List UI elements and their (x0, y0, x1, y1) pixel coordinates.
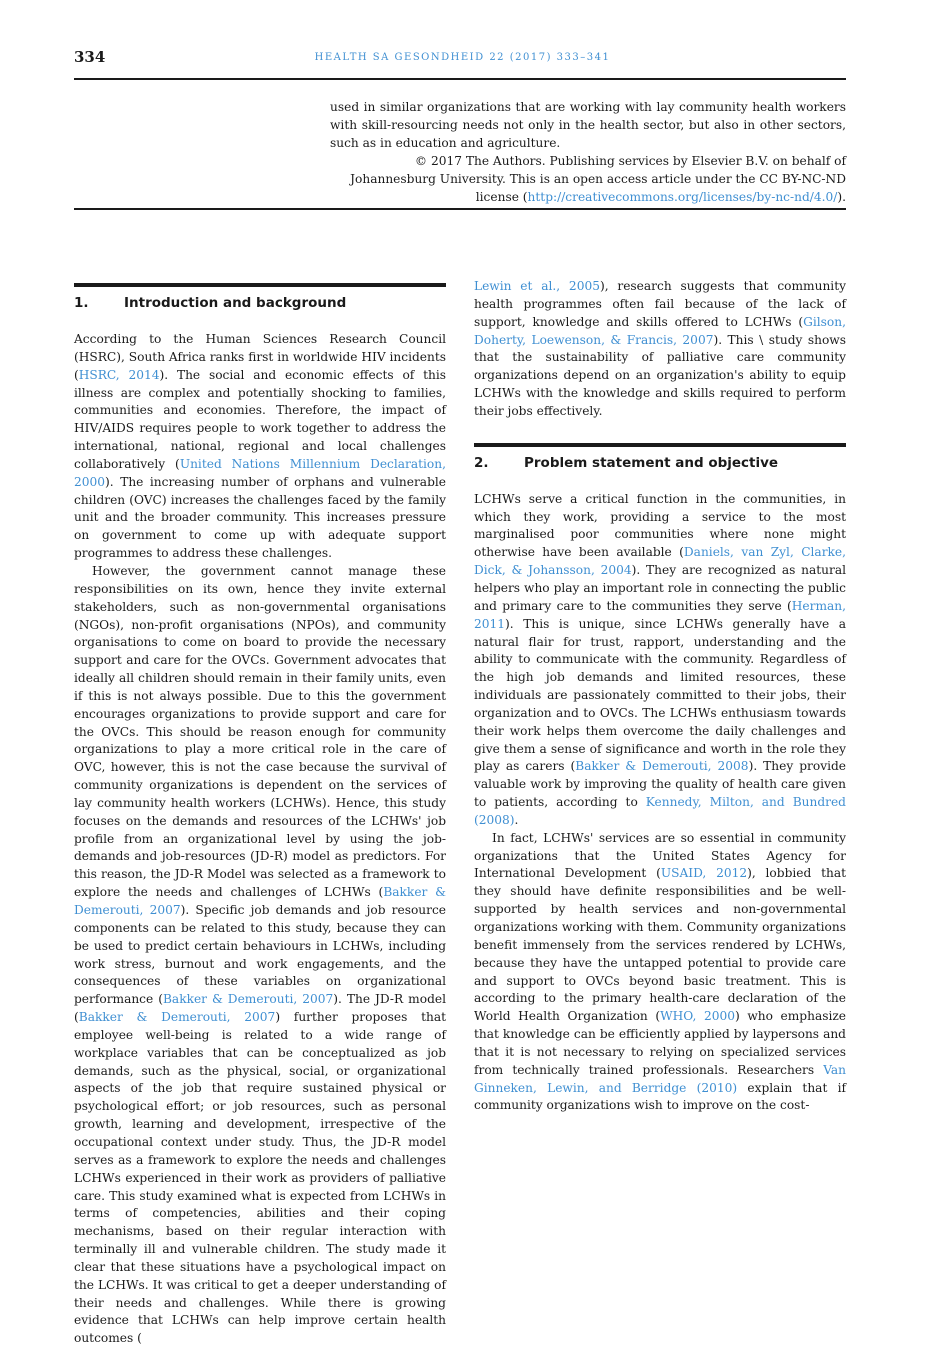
section-title: Introduction and background (124, 295, 347, 311)
paragraph: LCHWs serve a critical function in the communities, in which they work, providing a service to the most marginalised poor communities where none might otherwise have been available (Daniels, van Zyl, Clarke, Dick, & Johansson, 2004). They are recognized as natural helpers who play an important role in connecting the public and primary care to the communities they serve (Herman, 2011). This is unique, since LCHWs generally have a natural flair for trust, rapport, understanding and the ability to communicate with the community. Regardless of the high job demands and limited resources, these individuals are passionately committed to their jobs, their organization and to OVCs. The LCHWs enthusiasm towards their work helps them overcome the daily challenges and give them a sense of significance and worth in the role they play as carers (Bakker & Demerouti, 2008). They provide valuable work by improving the quality of health care given to patients, according to Kennedy, Milton, and Bundred (2008). (474, 491, 846, 827)
header-rule (74, 78, 846, 80)
citation-link[interactable]: Van Ginneken, Lewin, and Berridge (2010) (474, 1062, 846, 1095)
copyright-notice: © 2017 The Authors. Publishing services by Elsevier B.V. on behalf of Johannesburg University. This is an open access article under the CC BY-NC-ND license (http://creativecommons.org/licenses/by-nc-nd/4.0/). (350, 154, 846, 204)
citation-link[interactable]: Daniels, van Zyl, Clarke, Dick, & Johansson, 2004 (474, 545, 846, 578)
section-number: 2. (474, 454, 489, 471)
paragraph-continued: Lewin et al., 2005), research suggests that community health programmes often fail because of the lack of support, knowledge and skills offered to LCHWs (Gilson, Doherty, Loewenson, & Francis, 2007). This \ study shows that the sustainability of palliative care community organizations depend on an organization's ability to equip LCHWs with the knowledge and skills required to perform their jobs effectively. (474, 279, 846, 418)
citation-link[interactable]: Bakker & Demerouti, 2008 (575, 759, 749, 774)
paragraph: However, the government cannot manage these responsibilities on its own, hence they invite external stakeholders, such as non-governmental organisations (NGOs), non-profit organisations (NPOs), and community organisations to come on board to provide the necessary support and care for the OVCs. Government advocates that ideally all children should remain in their family units, even if this is not always possible. Due to this the government encourages organizations to provide support and care for the OVCs. This should be reason enough for community organizations to play a more critical role in the care of OVC, however, this is not the case because the survival of community organizations is dependent on the services of lay community health workers (LCHWs). Hence, this study focuses on the demands and resources of the LCHWs' job profile from an organizational level by using the job-demands and job-resources (JD-R) model as predictors. For this reason, the JD-R Model was selected as a framework to explore the needs and challenges of LCHWs (Bakker & Demerouti, 2007). Specific job demands and job resource components can be related to this study, because they can be used to predict certain behaviours in LCHWs, including work stress, burnout and work engagements, and the consequences of these variables on organizational performance (Bakker & Demerouti, 2007). The JD-R model (Bakker & Demerouti, 2007) further proposes that employee well-being is related to a wide range of workplace variables that can be conceptualized as job demands, such as the physical, social, or organizational aspects of the job that require sustained physical or psychological effort; or job resources, such as personal growth, learning and development, irrespective of the occupational context under study. Thus, the JD-R model serves as a framework to explore the needs and challenges LCHWs experienced in their work as providers of palliative care. This study examined what is expected from LCHWs in terms of competencies, abilities and their coping mechanisms, based on their regular interaction with terminally ill and vulnerable children. The study made it clear that these situations have a psychological impact on the LCHWs. It was critical to get a deeper understanding of their needs and challenges. While there is growing evidence that LCHWs can help improve certain health outcomes ( (74, 563, 446, 1346)
section-title: Problem statement and objective (524, 454, 779, 471)
column-break-text: ) further proposes that employee well-being is related to a wide range of workplace variables that can be conceptualized as job demands, such as the physical, social, or organizational aspects of the job that require sustained physical or psychological effort; or job resources, such as personal growth, learning and development, irrespective of the occupational context under study. Thus, the JD-R model serves as a framework to explore the needs and challenges LCHWs experienced in their work as providers of palliative care. This study examined what is expected from LCHWs in terms of competencies, abilities and their coping mechanisms, based on their regular interaction with terminally ill and vulnerable children. The study made it clear that these situations have a psychological impact on the LCHWs. It was critical to get a deeper understanding of their needs and challenges. While there is growing evidence that LCHWs can help improve certain health outcomes ( (74, 1010, 446, 1346)
citation-link[interactable]: Kennedy, Milton, and Bundred (2008) (474, 795, 846, 827)
citation-link[interactable]: HSRC, 2014 (78, 367, 160, 382)
citation-link[interactable]: United Nations Millennium Declaration, 2000 (74, 456, 446, 489)
citation-link[interactable]: Bakker & Demerouti, 2007 (78, 1010, 276, 1025)
citation-link[interactable]: Bakker & Demerouti, 2007 (162, 992, 334, 1007)
abstract-text: used in similar organizations that are working with lay community health workers with skill-resourcing needs not only in the health sector, but also in other sectors, such as in education and agriculture. (330, 100, 846, 150)
section-number: 1. (74, 295, 89, 311)
right-column (474, 278, 846, 1115)
citation-link[interactable]: Bakker & Demerouti, 2007 (74, 885, 446, 917)
abstract-continuation (330, 98, 846, 206)
section-heading (74, 283, 446, 313)
license-link[interactable]: http://creativecommons.org/licenses/by-nc-nd/4.0/ (527, 190, 838, 204)
page-number: 334 (74, 48, 106, 66)
citation-link[interactable]: Lewin et al., 2005 (474, 279, 600, 293)
citation-link[interactable]: Herman, 2011 (474, 598, 846, 631)
citation-link[interactable]: USAID, 2012 (660, 866, 748, 881)
paragraph: According to the Human Sciences Research Council (HSRC), South Africa ranks first in worldwide HIV incidents (HSRC, 2014). The social and economic effects of this illness are complex and potentially shocking to families, communities and economies. Therefore, the impact of HIV/AIDS requires people to work together to address the international, national, regional and local challenges collaboratively (United Nations Millennium Declaration, 2000). The increasing number of orphans and vulnerable children (OVC) increases the challenges faced by the family unit and the broader community. This increases pressure on government to come up with adequate support programmes to address these challenges. (74, 332, 446, 561)
abstract-rule (74, 208, 846, 210)
paragraph: In fact, LCHWs' services are so essential in community organizations that the United States Agency for International Development (USAID, 2012), lobbied that they should have definite responsibilities and be well-supported by health services and non-governmental organizations working with them. Community organizations benefit immensely from the services rendered by LCHWs, because they have the untapped potential to provide care and support to OVCs beyond basic treatment. This is according to the primary health-care declaration of the World Health Organization (WHO, 2000) who emphasize that knowledge can be efficiently applied by laypersons and that it is not necessary to relying on specialized services from technically trained professionals. Researchers Van Ginneken, Lewin, and Berridge (2010) explain that if community organizations wish to improve on the cost- (474, 830, 846, 1113)
section-heading (474, 443, 846, 473)
citation-link[interactable]: WHO, 2000 (660, 1009, 735, 1024)
citation-link[interactable]: Gilson, Doherty, Loewenson, & Francis, 2007 (474, 314, 846, 347)
left-column (74, 278, 446, 1348)
journal-running-head[interactable]: HEALTH SA GESONDHEID 22 (2017) 333–341 (314, 52, 611, 63)
